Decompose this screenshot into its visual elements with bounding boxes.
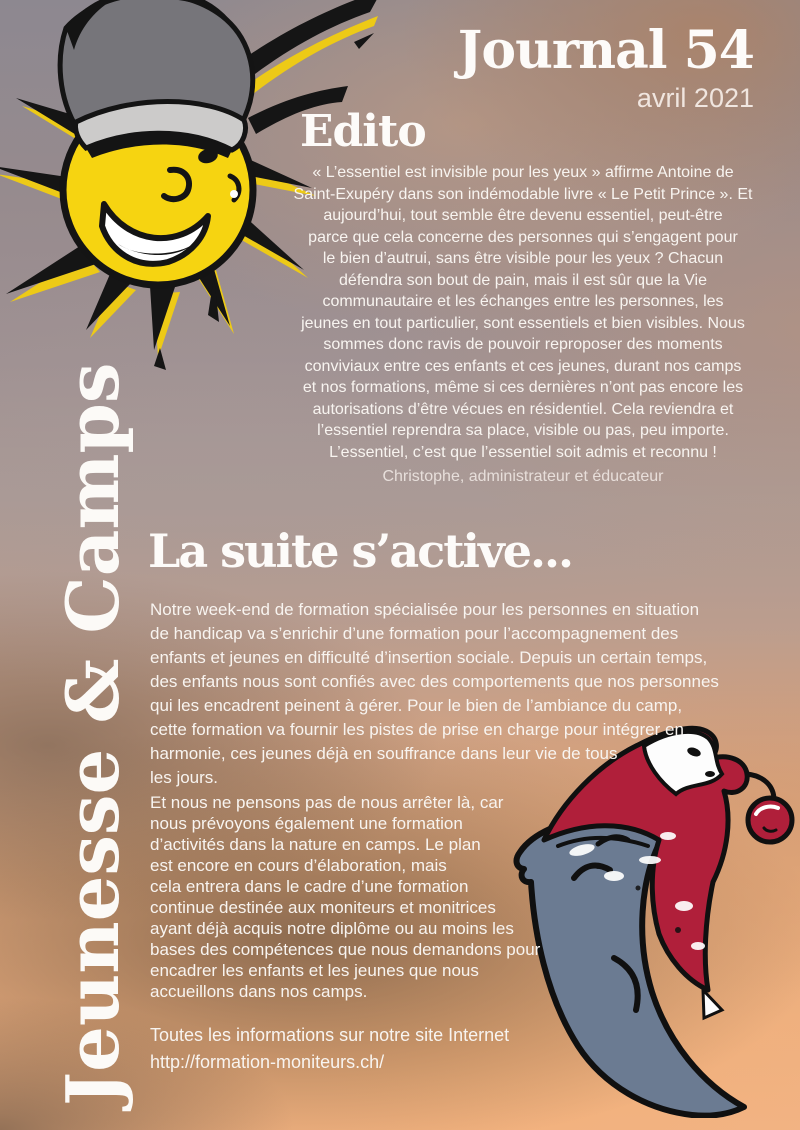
journal-title: Journal 54 bbox=[457, 20, 754, 81]
edito-body bbox=[281, 162, 765, 488]
article-paragraph-2: Et nous ne pensons pas de nous arrêter là, car nous prévoyons également une formation d’activités dans la nature en camps. Le plan est encore en cours d’élaboration, mais cela entrera dans le cadre d’une formation continue destinée aux moniteurs et monitrices ayant déjà acquis notre diplôme ou au moins les bases des compétences que nous demandons pour encadrer les enfants et les jeunes que nous accueillons dans nos camps. bbox=[150, 793, 541, 1001]
article-heading: La suite s’active... bbox=[148, 524, 572, 578]
brand-vertical-title: Jeunesse & Camps bbox=[50, 362, 135, 1106]
footer bbox=[150, 1022, 509, 1076]
edito-text: « L’essentiel est invisible pour les yeux » affirme Antoine de Saint-Exupéry dans son indémodable livre « Le Petit Prince ». Et aujourd’hui, tout semble être devenu essentiel, peut-être parce que cela concerne des personnes qui s’engagent pour le bien d’autrui, sans être visible pour les yeux ? Chacun défendra son bout de pain, mais il est sûr que la Vie communautaire et les échanges entre les personnes, les jeunes en tout particulier, sont essentiels et bien visibles. Nous sommes donc ravis de pouvoir reproposer des moments conviviaux entre ces enfants et ces jeunes, durant nos camps et nos formations, même si ces dernières n’ont pas encore les autorisations d’être vécues en résidentiel. Cela reviendra et l’essentiel reprendra sa place, visible ou pas, peu importe. L’essentiel, c’est que l’essentiel soit admis et reconnu ! bbox=[293, 164, 753, 461]
edito-heading: Edito bbox=[300, 106, 426, 157]
website-url-link[interactable]: http://formation-moniteurs.ch/ bbox=[150, 1052, 385, 1072]
article-paragraph-1: Notre week-end de formation spécialisée pour les personnes en situation de handicap va s’enrichir d’une formation pour l’accompagnement des enfants et jeunes en difficulté d’insertion sociale. Depuis un certain temps, des enfants nous sont confiés avec des comportements que nos personnes qui les encadrent peinent à gérer. Pour le bien de l’ambiance du camp, cette formation va fournir les pistes de prise en charge pour intégrer en harmonie, ces jeunes déjà en souffrance dans leur vie de tous les jours. bbox=[150, 600, 719, 787]
issue-date: avril 2021 bbox=[636, 82, 754, 113]
masthead bbox=[457, 20, 754, 114]
edito-signature: Christophe, administrateur et éducateur bbox=[382, 468, 664, 485]
footer-info-text: Toutes les informations sur notre site Internet bbox=[150, 1025, 510, 1045]
